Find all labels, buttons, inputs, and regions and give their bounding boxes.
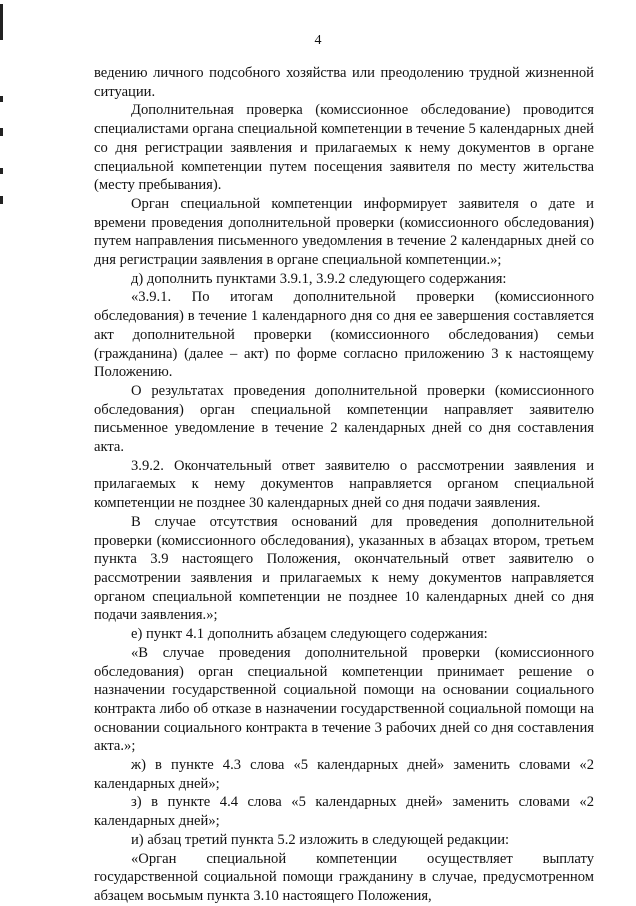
paragraph: ж) в пункте 4.3 слова «5 календарных дней» заменить словами «2 календарных дней»;	[94, 757, 594, 792]
paragraph: Дополнительная проверка (комиссионное обследование) проводится специалистами органа специальной компетенции в течение 5 календарных дней со дня регистрации заявления и прилагаемых к нему документов в органе специальной компетенции путем посещения заявителя по месту жительства (месту пребывания).	[94, 102, 594, 194]
paragraph: В случае отсутствия оснований для проведения дополнительной проверки (комиссионного обследования), указанных в абзацах втором, третьем пункта 3.9 настоящего Положения, окончательный ответ заявителю о рассмотрении заявления и прилагаемых к нему документов направляется органом специальной компетенции не позднее 10 календарных дней со дня подачи заявления.»;	[94, 513, 594, 624]
paragraph: ведению личного подсобного хозяйства или преодолению трудной жизненной ситуации.	[94, 65, 594, 100]
paragraph: 3.9.2. Окончательный ответ заявителю о рассмотрении заявления и прилагаемых к нему документов направляется органом специальной компетенции не позднее 30 календарных дней со дня подачи заявления.	[94, 457, 594, 512]
paragraph: д) дополнить пунктами 3.9.1, 3.9.2 следующего содержания:	[131, 270, 507, 287]
paragraph: Орган специальной компетенции информирует заявителя о дате и времени проведения дополнительной проверки (комиссионного обследования) путем направления письменного уведомления в течение 2 календарных дней со дня регистрации заявления в органе специальной компетенции.»;	[94, 195, 594, 269]
paragraph: О результатах проведения дополнительной проверки (комиссионного обследования) орган специальной компетенции направляет заявителю письменное уведомление в течение 2 календарных дней со дня составления акта.	[94, 382, 594, 456]
paragraph: «Орган специальной компетенции осуществляет выплату государственной социальной помощи гражданину в случае, предусмотренном абзацем восьмым пункта 3.10 настоящего Положения,	[94, 850, 594, 904]
paragraph: з) в пункте 4.4 слова «5 календарных дней» заменить словами «2 календарных дней»;	[94, 794, 594, 830]
paragraph: «В случае проведения дополнительной проверки (комиссионного обследования) орган специальной компетенции принимает решение о назначении государственной социальной помощи на основании социального контракта либо об отказе в назначении государственной социальной помощи на основании социального контракта в течение 3 рабочих дней со дня составления акта.»;	[94, 644, 594, 755]
paragraph: «3.9.1. По итогам дополнительной проверки (комиссионного обследования) в течение 1 календарного дня со дня ее завершения составляется акт дополнительной проверки (комиссионного обследования) семьи (гражданина) (далее – акт) по форме согласно приложению 3 к настоящему Положению.	[94, 289, 594, 381]
page-number: 4	[314, 33, 322, 48]
paragraph: е) пункт 4.1 дополнить абзацем следующего содержания:	[131, 626, 488, 643]
scan-edge-marks	[0, 0, 6, 905]
document-body	[94, 64, 594, 906]
paragraph: и) абзац третий пункта 5.2 изложить в следующей редакции:	[131, 831, 510, 848]
